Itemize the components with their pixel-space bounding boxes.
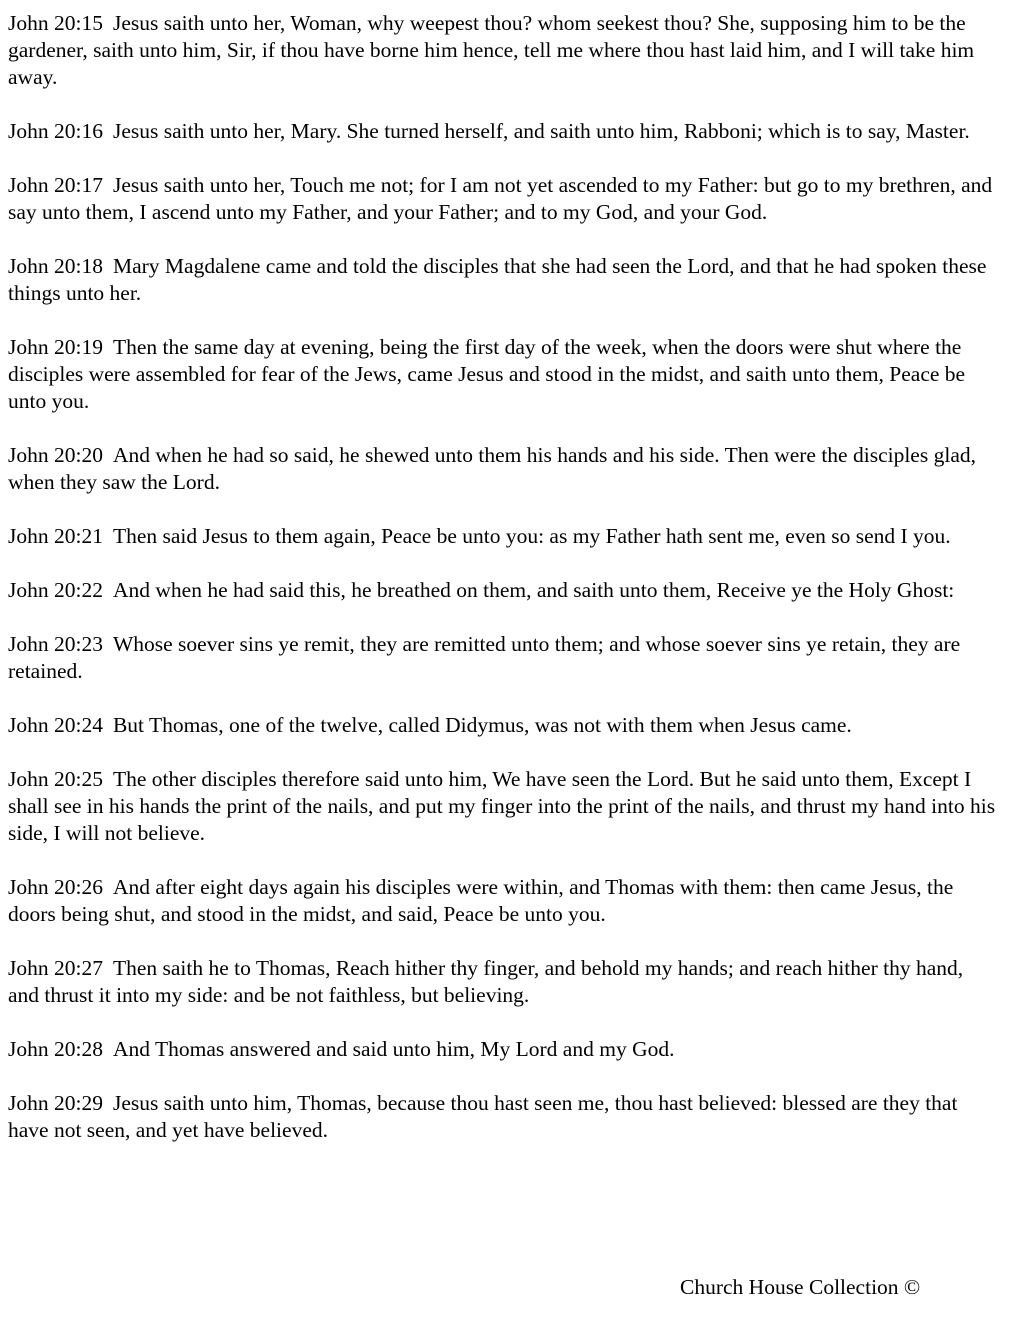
verse-list <box>8 10 998 1144</box>
verse-john-20-24 <box>8 712 998 739</box>
verse-john-20-16 <box>8 118 998 145</box>
verse-reference: John 20:16 <box>8 119 103 143</box>
verse-text: Jesus saith unto him, Thomas, because thou hast seen me, thou hast believed: blessed are they that have not seen, and yet have believed. <box>8 1091 958 1142</box>
verse-reference: John 20:20 <box>8 443 103 467</box>
verse-reference: John 20:28 <box>8 1037 103 1061</box>
verse-john-20-29 <box>8 1090 998 1144</box>
verse-reference: John 20:25 <box>8 767 103 791</box>
verse-john-20-26 <box>8 874 998 928</box>
verse-text: Jesus saith unto her, Mary. She turned herself, and saith unto him, Rabboni; which is to say, Master. <box>112 119 970 143</box>
verse-reference: John 20:27 <box>8 956 103 980</box>
verse-john-20-28 <box>8 1036 998 1063</box>
verse-reference: John 20:19 <box>8 335 103 359</box>
verse-text: Then saith he to Thomas, Reach hither thy finger, and behold my hands; and reach hither thy hand, and thrust it into my side: and be not faithless, but believing. <box>8 956 964 1007</box>
verse-john-20-15 <box>8 10 998 91</box>
verse-text: Whose soever sins ye remit, they are remitted unto them; and whose soever sins ye retain, they are retained. <box>8 632 961 683</box>
verse-text: Jesus saith unto her, Touch me not; for I am not yet ascended to my Father: but go to my brethren, and say unto them, I ascend unto my Father, and your Father; and to my God, and your God. <box>8 173 993 224</box>
verse-reference: John 20:15 <box>8 11 103 35</box>
verse-reference: John 20:26 <box>8 875 103 899</box>
verse-john-20-19 <box>8 334 998 415</box>
verse-john-20-22 <box>8 577 998 604</box>
verse-text: Then said Jesus to them again, Peace be unto you: as my Father hath sent me, even so send I you. <box>112 524 951 548</box>
verse-john-20-20 <box>8 442 998 496</box>
verse-reference: John 20:23 <box>8 632 103 656</box>
verse-john-20-17 <box>8 172 998 226</box>
verse-reference: John 20:17 <box>8 173 103 197</box>
verse-text: And after eight days again his disciples were within, and Thomas with them: then came Jesus, the doors being shut, and stood in the midst, and said, Peace be unto you. <box>8 875 954 926</box>
copyright-credit: Church House Collection © <box>680 1275 921 1299</box>
verse-reference: John 20:29 <box>8 1091 103 1115</box>
verse-reference: John 20:24 <box>8 713 103 737</box>
verse-john-20-21 <box>8 523 998 550</box>
verse-reference: John 20:18 <box>8 254 103 278</box>
verse-john-20-23 <box>8 631 998 685</box>
verse-text: And Thomas answered and said unto him, My Lord and my God. <box>112 1037 675 1061</box>
verse-john-20-25 <box>8 766 998 847</box>
verse-text: But Thomas, one of the twelve, called Didymus, was not with them when Jesus came. <box>112 713 852 737</box>
verse-text: And when he had so said, he shewed unto them his hands and his side. Then were the disciples glad, when they saw the Lord. <box>8 443 976 494</box>
verse-text: The other disciples therefore said unto him, We have seen the Lord. But he said unto them, Except I shall see in his hands the print of the nails, and put my finger into the print of the nails, and thrust my hand into his side, I will not believe. <box>8 767 996 845</box>
verse-text: And when he had said this, he breathed on them, and saith unto them, Receive ye the Holy Ghost: <box>112 578 955 602</box>
verse-john-20-27 <box>8 955 998 1009</box>
verse-john-20-18 <box>8 253 998 307</box>
verse-text: Jesus saith unto her, Woman, why weepest thou? whom seekest thou? She, supposing him to be the gardener, saith unto him, Sir, if thou have borne him hence, tell me where thou hast laid him, and I will take him away. <box>8 11 975 89</box>
verse-text: Then the same day at evening, being the first day of the week, when the doors were shut where the disciples were assembled for fear of the Jews, came Jesus and stood in the midst, and saith unto them, Peace be unto you. <box>8 335 966 413</box>
verse-text: Mary Magdalene came and told the disciples that she had seen the Lord, and that he had spoken these things unto her. <box>8 254 987 305</box>
verse-reference: John 20:22 <box>8 578 103 602</box>
verse-reference: John 20:21 <box>8 524 103 548</box>
